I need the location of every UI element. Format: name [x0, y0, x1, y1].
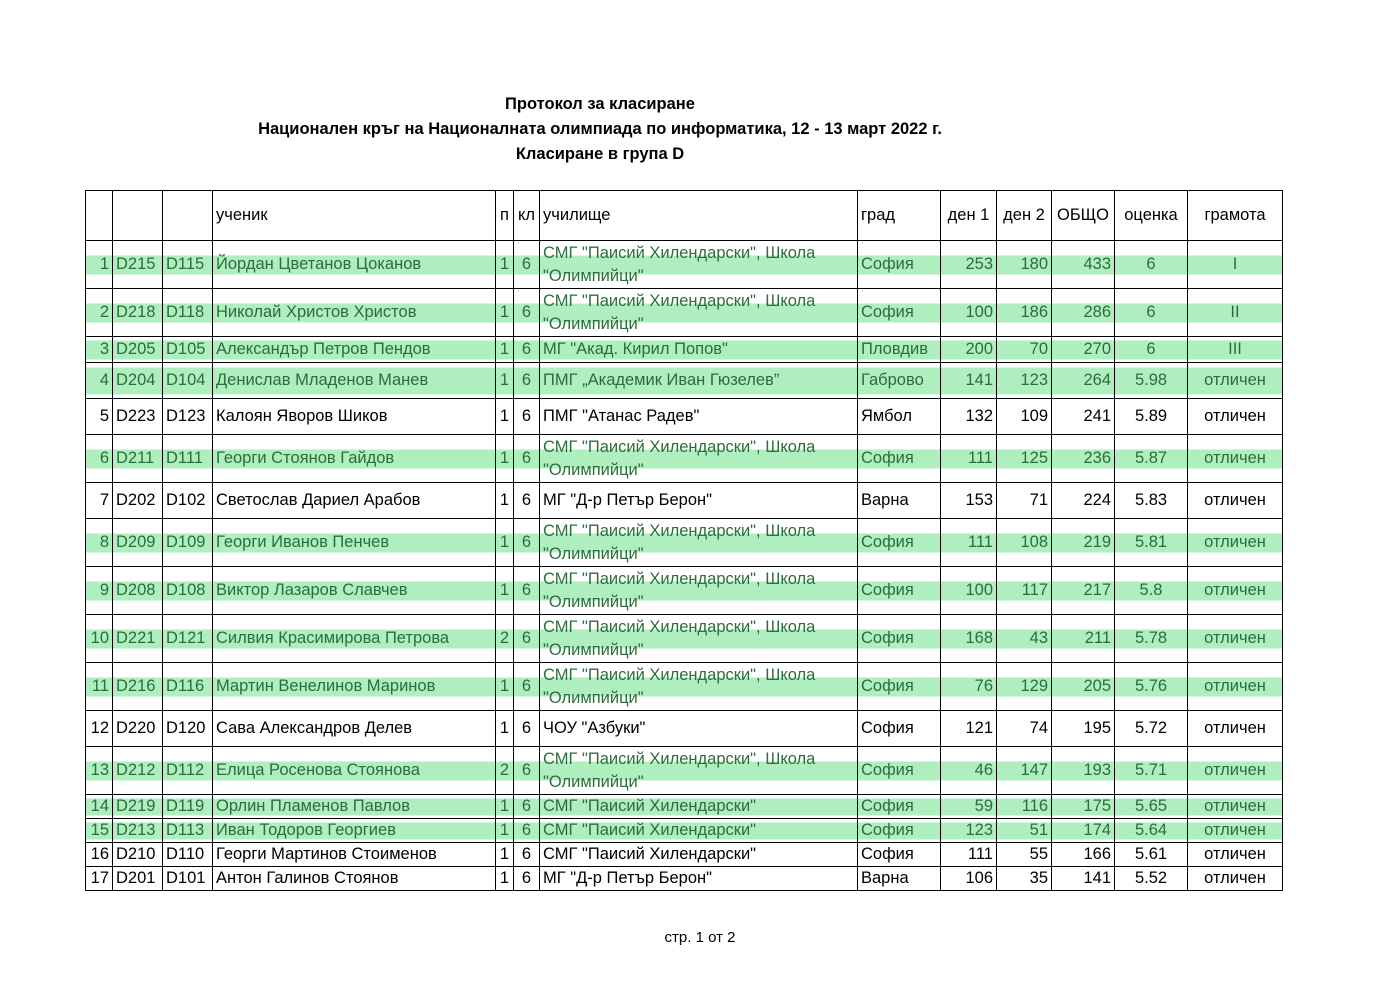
code2-cell: D113: [163, 819, 213, 843]
day1-cell: 46: [941, 747, 997, 795]
row-index-cell: 11: [86, 663, 113, 711]
day1-cell: 106: [941, 867, 997, 891]
table-row: [86, 363, 1283, 399]
school-cell: СМГ "Паисий Хилендарски", Школа "Олимпийци": [540, 567, 858, 615]
school-cell: СМГ "Паисий Хилендарски", Школа "Олимпийци": [540, 519, 858, 567]
day2-cell: 117: [997, 567, 1052, 615]
header-cell-city: град: [858, 191, 941, 241]
header-cell-school: училище: [540, 191, 858, 241]
class-cell: 6: [514, 363, 540, 399]
p-cell: 2: [496, 615, 514, 663]
total-cell: 236: [1052, 435, 1115, 483]
day1-cell: 132: [941, 399, 997, 435]
total-cell: 166: [1052, 843, 1115, 867]
grade-cell: 6: [1115, 241, 1188, 289]
code2-cell: D112: [163, 747, 213, 795]
table-row: [86, 867, 1283, 891]
city-cell: Ямбол: [858, 399, 941, 435]
total-cell: 205: [1052, 663, 1115, 711]
table-row: [86, 711, 1283, 747]
city-cell: София: [858, 435, 941, 483]
total-cell: 211: [1052, 615, 1115, 663]
p-cell: 1: [496, 399, 514, 435]
city-cell: София: [858, 843, 941, 867]
school-cell: МГ "Д-р Петър Берон": [540, 483, 858, 519]
day1-cell: 253: [941, 241, 997, 289]
day1-cell: 123: [941, 819, 997, 843]
city-cell: Варна: [858, 483, 941, 519]
student-name-cell: Иван Тодоров Георгиев: [213, 819, 496, 843]
p-cell: 2: [496, 747, 514, 795]
day2-cell: 116: [997, 795, 1052, 819]
student-name-cell: Александър Петров Пендов: [213, 337, 496, 363]
code1-cell: D208: [113, 567, 163, 615]
class-cell: 6: [514, 867, 540, 891]
table-row: [86, 241, 1283, 289]
code1-cell: D212: [113, 747, 163, 795]
award-cell: отличен: [1188, 399, 1283, 435]
day1-cell: 141: [941, 363, 997, 399]
header-cell-index: [86, 191, 113, 241]
row-index-cell: 7: [86, 483, 113, 519]
row-index-cell: 3: [86, 337, 113, 363]
student-name-cell: Георги Стоянов Гайдов: [213, 435, 496, 483]
table-row: [86, 567, 1283, 615]
table-row: [86, 819, 1283, 843]
award-cell: отличен: [1188, 711, 1283, 747]
code1-cell: D205: [113, 337, 163, 363]
award-cell: отличен: [1188, 435, 1283, 483]
city-cell: София: [858, 519, 941, 567]
city-cell: Пловдив: [858, 337, 941, 363]
ranking-table: [85, 190, 1283, 891]
title-line-2: Национален кръг на Националната олимпиада по информатика, 12 - 13 март 2022 г.: [258, 120, 942, 138]
header-cell-p: п: [496, 191, 514, 241]
school-cell: МГ "Акад. Кирил Попов": [540, 337, 858, 363]
day2-cell: 180: [997, 241, 1052, 289]
row-index-cell: 9: [86, 567, 113, 615]
day2-cell: 35: [997, 867, 1052, 891]
grade-cell: 5.87: [1115, 435, 1188, 483]
total-cell: 270: [1052, 337, 1115, 363]
total-cell: 217: [1052, 567, 1115, 615]
grade-cell: 6: [1115, 337, 1188, 363]
award-cell: отличен: [1188, 363, 1283, 399]
grade-cell: 5.76: [1115, 663, 1188, 711]
day1-cell: 76: [941, 663, 997, 711]
grade-cell: 5.78: [1115, 615, 1188, 663]
day1-cell: 200: [941, 337, 997, 363]
header-cell-class: кл: [514, 191, 540, 241]
p-cell: 1: [496, 337, 514, 363]
row-index-cell: 8: [86, 519, 113, 567]
city-cell: София: [858, 241, 941, 289]
class-cell: 6: [514, 289, 540, 337]
code2-cell: D110: [163, 843, 213, 867]
student-name-cell: Николай Христов Христов: [213, 289, 496, 337]
school-cell: МГ "Д-р Петър Берон": [540, 867, 858, 891]
city-cell: София: [858, 567, 941, 615]
day2-cell: 70: [997, 337, 1052, 363]
code1-cell: D219: [113, 795, 163, 819]
school-cell: ПМГ „Академик Иван Гюзелев”: [540, 363, 858, 399]
row-index-cell: 5: [86, 399, 113, 435]
award-cell: отличен: [1188, 519, 1283, 567]
table-row: [86, 435, 1283, 483]
table-row: [86, 519, 1283, 567]
code2-cell: D119: [163, 795, 213, 819]
code2-cell: D120: [163, 711, 213, 747]
day2-cell: 129: [997, 663, 1052, 711]
award-cell: отличен: [1188, 567, 1283, 615]
student-name-cell: Елица Росенова Стоянова: [213, 747, 496, 795]
grade-cell: 5.8: [1115, 567, 1188, 615]
day2-cell: 108: [997, 519, 1052, 567]
student-name-cell: Георги Мартинов Стоименов: [213, 843, 496, 867]
p-cell: 1: [496, 363, 514, 399]
code1-cell: D223: [113, 399, 163, 435]
day2-cell: 71: [997, 483, 1052, 519]
total-cell: 175: [1052, 795, 1115, 819]
city-cell: София: [858, 289, 941, 337]
code2-cell: D105: [163, 337, 213, 363]
grade-cell: 5.72: [1115, 711, 1188, 747]
table-header-row: [86, 191, 1283, 241]
city-cell: София: [858, 795, 941, 819]
code2-cell: D111: [163, 435, 213, 483]
total-cell: 193: [1052, 747, 1115, 795]
header-cell-grade: оценка: [1115, 191, 1188, 241]
total-cell: 141: [1052, 867, 1115, 891]
p-cell: 1: [496, 843, 514, 867]
code2-cell: D123: [163, 399, 213, 435]
day1-cell: 121: [941, 711, 997, 747]
award-cell: отличен: [1188, 867, 1283, 891]
p-cell: 1: [496, 289, 514, 337]
grade-cell: 6: [1115, 289, 1188, 337]
student-name-cell: Мартин Венелинов Маринов: [213, 663, 496, 711]
row-index-cell: 4: [86, 363, 113, 399]
school-cell: ЧОУ "Азбуки": [540, 711, 858, 747]
day2-cell: 123: [997, 363, 1052, 399]
school-cell: СМГ "Паисий Хилендарски": [540, 843, 858, 867]
p-cell: 1: [496, 519, 514, 567]
code1-cell: D210: [113, 843, 163, 867]
day2-cell: 125: [997, 435, 1052, 483]
school-cell: СМГ "Паисий Хилендарски": [540, 795, 858, 819]
document-title-block: [85, 92, 1115, 167]
code2-cell: D102: [163, 483, 213, 519]
row-index-cell: 16: [86, 843, 113, 867]
school-cell: СМГ "Паисий Хилендарски", Школа "Олимпийци": [540, 289, 858, 337]
grade-cell: 5.52: [1115, 867, 1188, 891]
grade-cell: 5.71: [1115, 747, 1188, 795]
code1-cell: D218: [113, 289, 163, 337]
header-cell-day2: ден 2: [997, 191, 1052, 241]
award-cell: отличен: [1188, 747, 1283, 795]
code1-cell: D211: [113, 435, 163, 483]
day1-cell: 111: [941, 435, 997, 483]
p-cell: 1: [496, 867, 514, 891]
row-index-cell: 10: [86, 615, 113, 663]
p-cell: 1: [496, 567, 514, 615]
table-row: [86, 289, 1283, 337]
class-cell: 6: [514, 795, 540, 819]
day2-cell: 55: [997, 843, 1052, 867]
student-name-cell: Антон Галинов Стоянов: [213, 867, 496, 891]
total-cell: 433: [1052, 241, 1115, 289]
class-cell: 6: [514, 843, 540, 867]
class-cell: 6: [514, 819, 540, 843]
total-cell: 286: [1052, 289, 1115, 337]
day1-cell: 100: [941, 567, 997, 615]
school-cell: ПМГ "Атанас Радев": [540, 399, 858, 435]
table-row: [86, 615, 1283, 663]
student-name-cell: Виктор Лазаров Славчев: [213, 567, 496, 615]
school-cell: СМГ "Паисий Хилендарски", Школа "Олимпийци": [540, 747, 858, 795]
student-name-cell: Орлин Пламенов Павлов: [213, 795, 496, 819]
grade-cell: 5.89: [1115, 399, 1188, 435]
header-cell-total: ОБЩО: [1052, 191, 1115, 241]
page-number: стр. 1 от 2: [664, 929, 736, 946]
p-cell: 1: [496, 483, 514, 519]
code1-cell: D221: [113, 615, 163, 663]
class-cell: 6: [514, 519, 540, 567]
class-cell: 6: [514, 663, 540, 711]
day1-cell: 153: [941, 483, 997, 519]
student-name-cell: Йордан Цветанов Цоканов: [213, 241, 496, 289]
award-cell: I: [1188, 241, 1283, 289]
day2-cell: 109: [997, 399, 1052, 435]
class-cell: 6: [514, 241, 540, 289]
award-cell: отличен: [1188, 795, 1283, 819]
header-cell-award: грамота: [1188, 191, 1283, 241]
p-cell: 1: [496, 435, 514, 483]
school-cell: СМГ "Паисий Хилендарски", Школа "Олимпийци": [540, 663, 858, 711]
row-index-cell: 2: [86, 289, 113, 337]
class-cell: 6: [514, 567, 540, 615]
total-cell: 195: [1052, 711, 1115, 747]
school-cell: СМГ "Паисий Хилендарски", Школа "Олимпийци": [540, 615, 858, 663]
grade-cell: 5.98: [1115, 363, 1188, 399]
class-cell: 6: [514, 711, 540, 747]
student-name-cell: Силвия Красимирова Петрова: [213, 615, 496, 663]
day1-cell: 59: [941, 795, 997, 819]
code2-cell: D121: [163, 615, 213, 663]
code1-cell: D213: [113, 819, 163, 843]
grade-cell: 5.64: [1115, 819, 1188, 843]
table-row: [86, 483, 1283, 519]
city-cell: София: [858, 747, 941, 795]
student-name-cell: Денислав Младенов Манев: [213, 363, 496, 399]
code1-cell: D209: [113, 519, 163, 567]
award-cell: отличен: [1188, 843, 1283, 867]
award-cell: II: [1188, 289, 1283, 337]
row-index-cell: 17: [86, 867, 113, 891]
total-cell: 241: [1052, 399, 1115, 435]
code2-cell: D108: [163, 567, 213, 615]
total-cell: 264: [1052, 363, 1115, 399]
grade-cell: 5.65: [1115, 795, 1188, 819]
class-cell: 6: [514, 399, 540, 435]
row-index-cell: 12: [86, 711, 113, 747]
day2-cell: 186: [997, 289, 1052, 337]
student-name-cell: Сава Александров Делев: [213, 711, 496, 747]
code2-cell: D109: [163, 519, 213, 567]
class-cell: 6: [514, 337, 540, 363]
row-index-cell: 6: [86, 435, 113, 483]
title-line-1: Протокол за класиране: [505, 95, 695, 113]
city-cell: София: [858, 615, 941, 663]
table-row: [86, 795, 1283, 819]
award-cell: III: [1188, 337, 1283, 363]
day2-cell: 74: [997, 711, 1052, 747]
p-cell: 1: [496, 663, 514, 711]
city-cell: София: [858, 663, 941, 711]
class-cell: 6: [514, 615, 540, 663]
grade-cell: 5.83: [1115, 483, 1188, 519]
code1-cell: D202: [113, 483, 163, 519]
table-row: [86, 337, 1283, 363]
school-cell: СМГ "Паисий Хилендарски", Школа "Олимпийци": [540, 241, 858, 289]
row-index-cell: 1: [86, 241, 113, 289]
school-cell: СМГ "Паисий Хилендарски", Школа "Олимпийци": [540, 435, 858, 483]
p-cell: 1: [496, 795, 514, 819]
code2-cell: D115: [163, 241, 213, 289]
day1-cell: 111: [941, 843, 997, 867]
header-cell-student: ученик: [213, 191, 496, 241]
city-cell: Варна: [858, 867, 941, 891]
day1-cell: 111: [941, 519, 997, 567]
code1-cell: D204: [113, 363, 163, 399]
class-cell: 6: [514, 747, 540, 795]
student-name-cell: Георги Иванов Пенчев: [213, 519, 496, 567]
table-row: [86, 399, 1283, 435]
total-cell: 224: [1052, 483, 1115, 519]
row-index-cell: 15: [86, 819, 113, 843]
total-cell: 219: [1052, 519, 1115, 567]
row-index-cell: 14: [86, 795, 113, 819]
student-name-cell: Калоян Яворов Шиков: [213, 399, 496, 435]
award-cell: отличен: [1188, 819, 1283, 843]
city-cell: София: [858, 819, 941, 843]
table-row: [86, 663, 1283, 711]
city-cell: Габрово: [858, 363, 941, 399]
table-row: [86, 747, 1283, 795]
city-cell: София: [858, 711, 941, 747]
award-cell: отличен: [1188, 483, 1283, 519]
school-cell: СМГ "Паисий Хилендарски": [540, 819, 858, 843]
day2-cell: 51: [997, 819, 1052, 843]
code1-cell: D215: [113, 241, 163, 289]
class-cell: 6: [514, 483, 540, 519]
day2-cell: 147: [997, 747, 1052, 795]
code1-cell: D216: [113, 663, 163, 711]
code2-cell: D104: [163, 363, 213, 399]
award-cell: отличен: [1188, 615, 1283, 663]
grade-cell: 5.61: [1115, 843, 1188, 867]
header-cell-code2: [163, 191, 213, 241]
header-cell-code1: [113, 191, 163, 241]
day2-cell: 43: [997, 615, 1052, 663]
day1-cell: 100: [941, 289, 997, 337]
code2-cell: D101: [163, 867, 213, 891]
total-cell: 174: [1052, 819, 1115, 843]
p-cell: 1: [496, 711, 514, 747]
code2-cell: D118: [163, 289, 213, 337]
day1-cell: 168: [941, 615, 997, 663]
award-cell: отличен: [1188, 663, 1283, 711]
p-cell: 1: [496, 819, 514, 843]
code1-cell: D220: [113, 711, 163, 747]
grade-cell: 5.81: [1115, 519, 1188, 567]
p-cell: 1: [496, 241, 514, 289]
header-cell-day1: ден 1: [941, 191, 997, 241]
class-cell: 6: [514, 435, 540, 483]
table-row: [86, 843, 1283, 867]
title-line-3: Класиране в група D: [515, 145, 685, 163]
row-index-cell: 13: [86, 747, 113, 795]
code1-cell: D201: [113, 867, 163, 891]
code2-cell: D116: [163, 663, 213, 711]
student-name-cell: Светослав Дариел Арабов: [213, 483, 496, 519]
